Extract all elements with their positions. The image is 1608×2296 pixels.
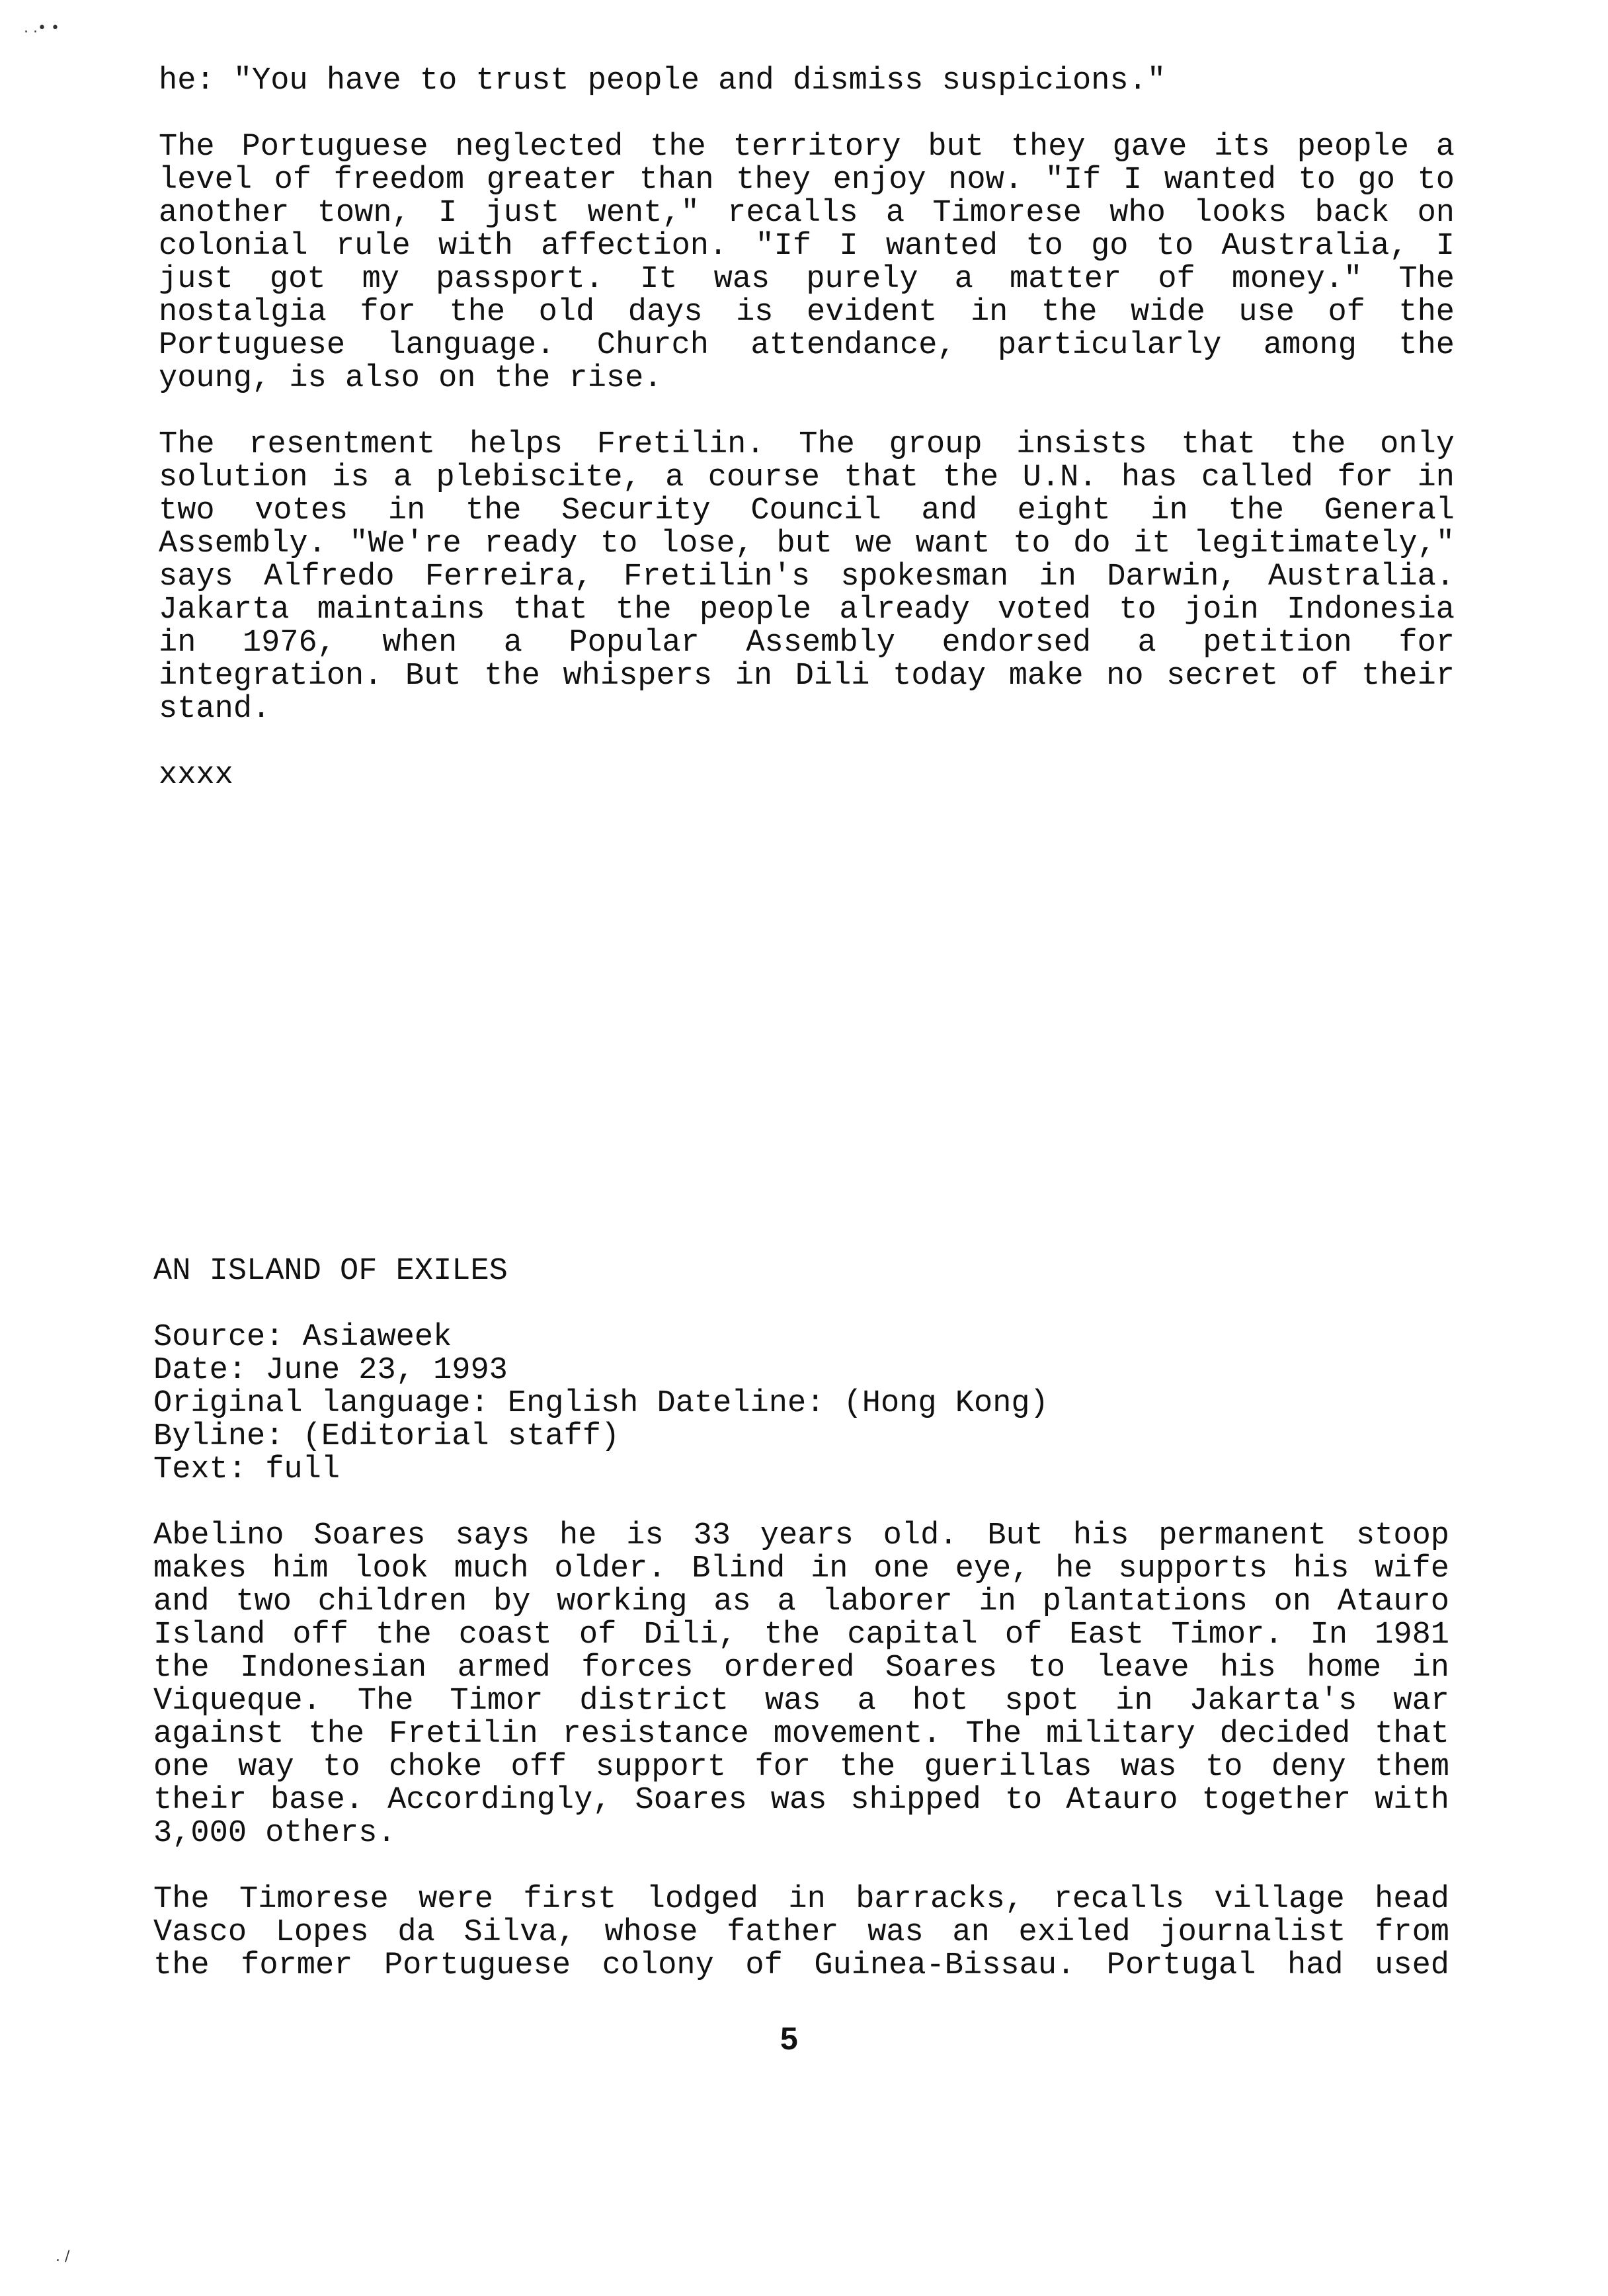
- text-line: colonial rule with affection. "If I wanted to go to Australia, I: [159, 229, 1455, 264]
- article-title: [153, 1255, 1449, 1288]
- text-line: Abelino Soares says he is 33 years old. But his permanent stoop: [153, 1518, 1449, 1553]
- text-line: stand.: [159, 692, 271, 727]
- text-line: he: "You have to trust people and dismiss suspicions.": [159, 63, 1166, 99]
- paragraph: [153, 1883, 1449, 1983]
- text-line: makes him look much older. Blind in one eye, he supports his wife: [153, 1551, 1449, 1586]
- meta-source: Source: Asiaweek: [153, 1320, 452, 1355]
- article-end-marker: [159, 759, 1455, 792]
- text-line: Jakarta maintains that the people already voted to join Indonesia: [159, 593, 1455, 628]
- text-line: the former Portuguese colony of Guinea-Bissau. Portugal had used: [153, 1948, 1449, 1983]
- end-marker-text: xxxx: [159, 758, 233, 793]
- page-number: 5: [780, 2022, 798, 2057]
- page-title: AN ISLAND OF EXILES: [153, 1254, 508, 1289]
- text-line: the Indonesian armed forces ordered Soares to leave his home in: [153, 1651, 1449, 1686]
- text-line: just got my passport. It was purely a matter of money." The: [159, 262, 1455, 297]
- text-line: solution is a plebiscite, a course that the U.N. has called for in: [159, 460, 1455, 495]
- scan-mark-bottom: . /: [56, 2248, 70, 2265]
- meta-date: Date: June 23, 1993: [153, 1353, 508, 1388]
- paragraph: [153, 1520, 1449, 1850]
- text-line: Viqueque. The Timor district was a hot spot in Jakarta's war: [153, 1684, 1449, 1719]
- meta-text: Text: full: [153, 1452, 341, 1487]
- article-closing-line: [159, 65, 1455, 98]
- text-line: two votes in the Security Council and eight in the General: [159, 493, 1455, 528]
- text-line: 3,000 others.: [153, 1816, 396, 1851]
- text-line: The resentment helps Fretilin. The group insists that the only: [159, 427, 1455, 462]
- text-line: another town, I just went," recalls a Timorese who looks back on: [159, 196, 1455, 231]
- paragraph: [159, 429, 1455, 726]
- text-line: Assembly. "We're ready to lose, but we want to do it legitimately,": [159, 526, 1455, 561]
- text-line: Island off the coast of Dili, the capital of East Timor. In 1981: [153, 1618, 1449, 1653]
- text-line: says Alfredo Ferreira, Fretilin's spokesman in Darwin, Australia.: [159, 559, 1455, 594]
- text-line: Portuguese language. Church attendance, particularly among the: [159, 328, 1455, 363]
- text-line: level of freedom greater than they enjoy now. "If I wanted to go to: [159, 163, 1455, 198]
- text-line: and two children by working as a laborer in plantations on Atauro: [153, 1584, 1449, 1620]
- text-line: their base. Accordingly, Soares was shipped to Atauro together with: [153, 1783, 1449, 1818]
- text-line: against the Fretilin resistance movement. The military decided that: [153, 1717, 1449, 1752]
- text-line: one way to choke off support for the guerillas was to deny them: [153, 1750, 1449, 1785]
- text-line: in 1976, when a Popular Assembly endorsed a petition for: [159, 626, 1455, 661]
- meta-byline: Byline: (Editorial staff): [153, 1419, 620, 1454]
- text-line: Vasco Lopes da Silva, whose father was an exiled journalist from: [153, 1915, 1449, 1950]
- scan-mark-top: . .• •: [24, 20, 60, 36]
- text-line: nostalgia for the old days is evident in the wide use of the: [159, 295, 1455, 330]
- text-line: integration. But the whispers in Dili today make no secret of their: [159, 659, 1455, 694]
- text-line: The Timorese were first lodged in barracks, recalls village head: [153, 1882, 1449, 1917]
- text-line: The Portuguese neglected the territory but they gave its people a: [159, 130, 1455, 165]
- article-metadata: [153, 1321, 1449, 1487]
- text-line: young, is also on the rise.: [159, 361, 663, 396]
- meta-language-dateline: Original language: English Dateline: (Hong Kong): [153, 1386, 1049, 1421]
- paragraph: [159, 131, 1455, 395]
